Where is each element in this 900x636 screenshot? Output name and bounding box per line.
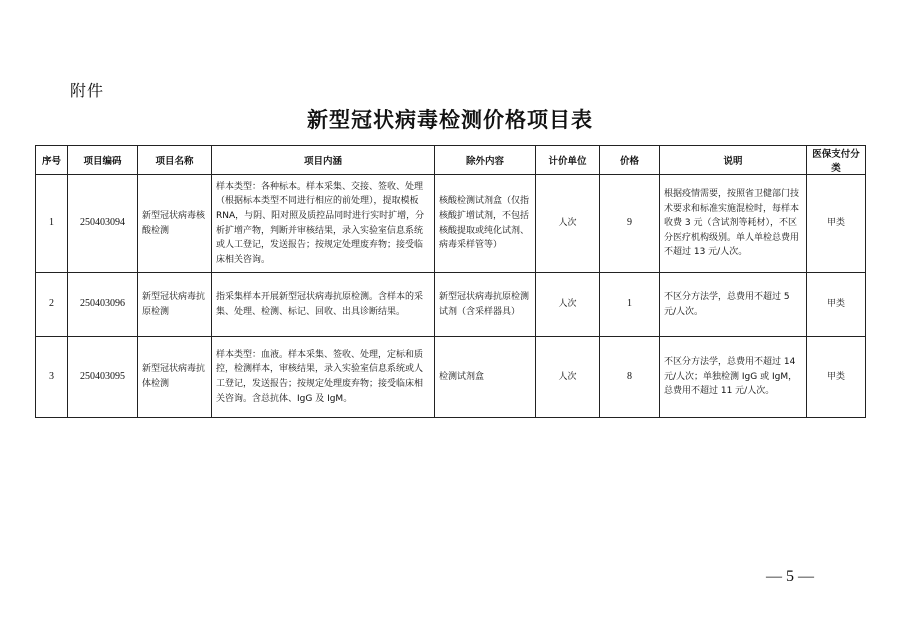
row-seq: 3 bbox=[36, 337, 68, 418]
column-header: 医保支付分类 bbox=[807, 146, 866, 175]
table-header-row bbox=[36, 146, 866, 175]
row-insurance: 甲类 bbox=[807, 175, 866, 273]
page-number: — 5 — bbox=[766, 568, 814, 585]
table-row bbox=[36, 175, 866, 273]
row-code: 250403096 bbox=[68, 273, 138, 337]
column-header: 序号 bbox=[36, 146, 68, 175]
column-header: 除外内容 bbox=[435, 146, 536, 175]
row-name: 新型冠状病毒核酸检测 bbox=[138, 175, 212, 273]
row-content: 样本类型：各种标本。样本采集、交接、签收、处理（根据标本类型不同进行相应的前处理），提取模板 RNA，与阴、阳对照及质控品同时进行实时扩增，分析扩增产物，判断并审核结果，录入实验室信息系统或人工登记，发送报告；按规定处理废弃物；接受临床相关咨询。 bbox=[212, 175, 435, 273]
row-unit: 人次 bbox=[536, 337, 600, 418]
row-content: 指采集样本开展新型冠状病毒抗原检测。含样本的采集、处理、检测、标记、回收、出具诊断结果。 bbox=[212, 273, 435, 337]
row-seq: 1 bbox=[36, 175, 68, 273]
table-row bbox=[36, 337, 866, 418]
column-header: 项目内涵 bbox=[212, 146, 435, 175]
document-title: 新型冠状病毒检测价格项目表 bbox=[307, 108, 593, 132]
row-price: 8 bbox=[600, 337, 660, 418]
row-note: 不区分方法学，总费用不超过 5 元/人次。 bbox=[660, 273, 807, 337]
row-name: 新型冠状病毒抗体检测 bbox=[138, 337, 212, 418]
row-price: 1 bbox=[600, 273, 660, 337]
column-header: 价格 bbox=[600, 146, 660, 175]
row-code: 250403095 bbox=[68, 337, 138, 418]
table-row bbox=[36, 273, 866, 337]
column-header: 项目编码 bbox=[68, 146, 138, 175]
row-note: 不区分方法学，总费用不超过 14 元/人次；单独检测 IgG 或 IgM，总费用不超过 11 元/人次。 bbox=[660, 337, 807, 418]
row-content: 样本类型：血液。样本采集、签收、处理，定标和质控，检测样本，审核结果，录入实验室信息系统或人工登记，发送报告；按规定处理废弃物；接受临床相关咨询。含总抗体、IgG 及 IgM。 bbox=[212, 337, 435, 418]
row-exclusion: 新型冠状病毒抗原检测试剂（含采样器具） bbox=[435, 273, 536, 337]
column-header: 说明 bbox=[660, 146, 807, 175]
row-unit: 人次 bbox=[536, 175, 600, 273]
row-insurance: 甲类 bbox=[807, 337, 866, 418]
row-exclusion: 核酸检测试剂盒（仅指核酸扩增试剂，不包括核酸提取或纯化试剂、病毒采样管等） bbox=[435, 175, 536, 273]
row-seq: 2 bbox=[36, 273, 68, 337]
row-note: 根据疫情需要，按照省卫健部门技术要求和标准实施混检时，每样本收费 3 元（含试剂等耗材），不区分医疗机构级别。单人单检总费用不超过 13 元/人次。 bbox=[660, 175, 807, 273]
row-code: 250403094 bbox=[68, 175, 138, 273]
row-price: 9 bbox=[600, 175, 660, 273]
row-name: 新型冠状病毒抗原检测 bbox=[138, 273, 212, 337]
annex-label: 附件 bbox=[70, 81, 105, 100]
row-exclusion: 检测试剂盒 bbox=[435, 337, 536, 418]
column-header: 项目名称 bbox=[138, 146, 212, 175]
price-table bbox=[35, 145, 866, 418]
row-insurance: 甲类 bbox=[807, 273, 866, 337]
column-header: 计价单位 bbox=[536, 146, 600, 175]
row-unit: 人次 bbox=[536, 273, 600, 337]
